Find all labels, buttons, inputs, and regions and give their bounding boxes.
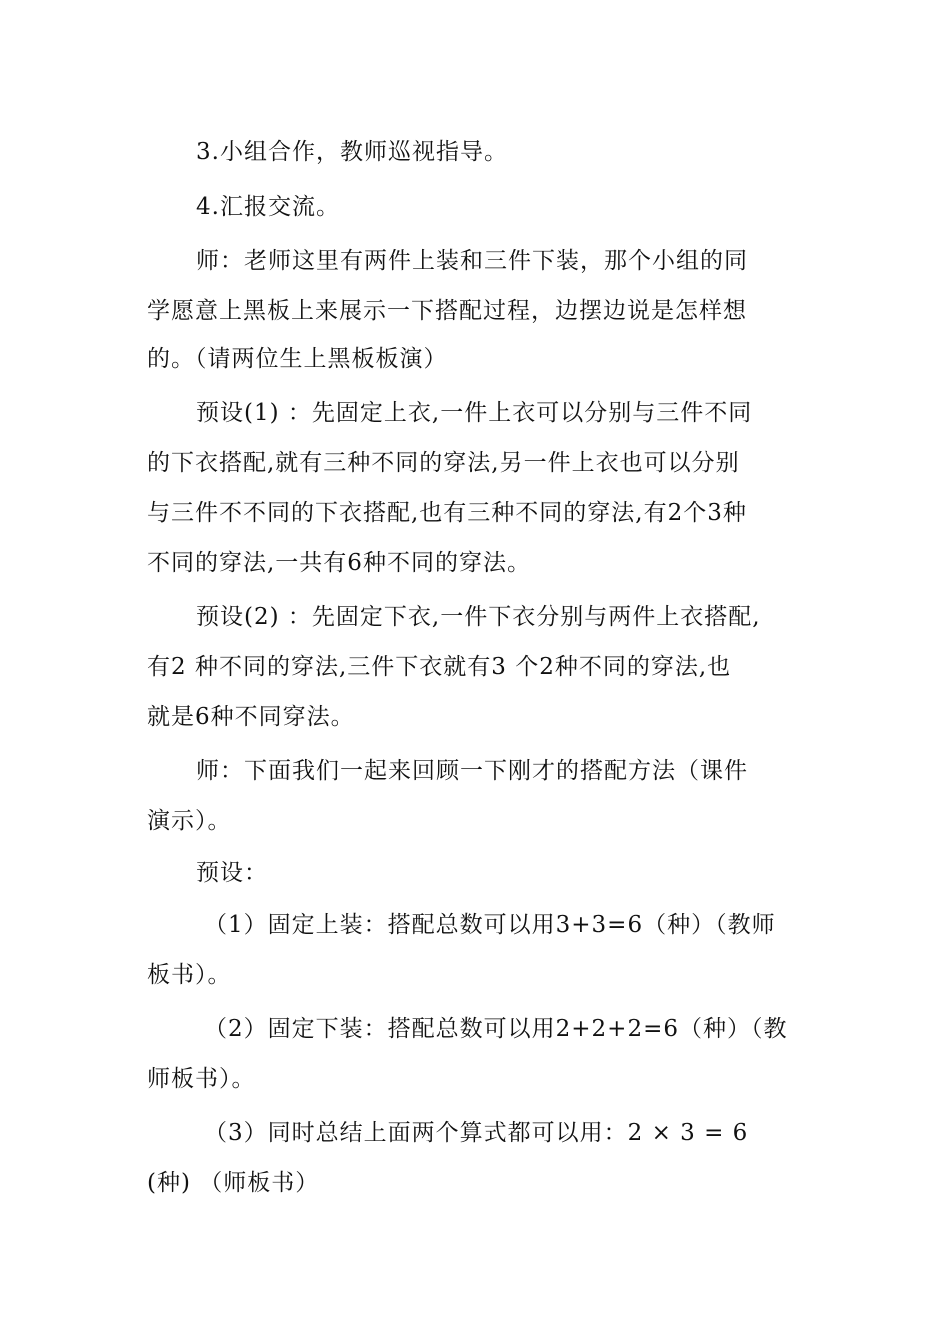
paragraph-line: 师：下面我们一起来回顾一下刚才的搭配方法（课件 — [196, 758, 748, 784]
paragraph-line: 就是6种不同穿法。 — [147, 704, 355, 730]
paragraph-line: 有2 种不同的穿法,三件下衣就有3 个2种不同的穿法,也 — [147, 654, 732, 680]
step-3-text: 3.小组合作，教师巡视指导。 — [196, 139, 508, 165]
paragraph-line: 的。（请两位生上黑板板演） — [147, 346, 448, 372]
paragraph-line: 师：老师这里有两件上装和三件下装，那个小组的同 — [196, 248, 748, 274]
paragraph-line: 与三件不不同的下衣搭配,也有三种不同的穿法,有2个3种 — [147, 500, 747, 526]
paragraph-line: 师板书）。 — [147, 1066, 256, 1092]
paragraph-line: 学愿意上黑板上来展示一下搭配过程，边摆边说是怎样想 — [147, 298, 747, 324]
paragraph-line: 不同的穿法,一共有6种不同的穿法。 — [147, 550, 531, 576]
paragraph-line: 演示）。 — [147, 808, 232, 834]
paragraph-line: （3）同时总结上面两个算式都可以用：2 × 3 = 6 — [204, 1120, 749, 1146]
paragraph-line: （1）固定上装：搭配总数可以用3+3=6（种）（教师 — [204, 912, 776, 938]
paragraph-line: 预设(1) ：先固定上衣,一件上衣可以分别与三件不同 — [196, 400, 753, 426]
paragraph-line: 预设： — [196, 860, 268, 886]
step-4-text: 4.汇报交流。 — [196, 194, 340, 220]
paragraph-line: 预设(2) ：先固定下衣,一件下衣分别与两件上衣搭配, — [196, 604, 761, 630]
paragraph-line: （2）固定下装：搭配总数可以用2+2+2=6（种）（教 — [204, 1016, 788, 1042]
paragraph-line: (种) （师板书） — [147, 1170, 320, 1196]
paragraph-line: 板书）。 — [147, 962, 232, 988]
paragraph-line: 的下衣搭配,就有三种不同的穿法,另一件上衣也可以分别 — [147, 450, 740, 476]
